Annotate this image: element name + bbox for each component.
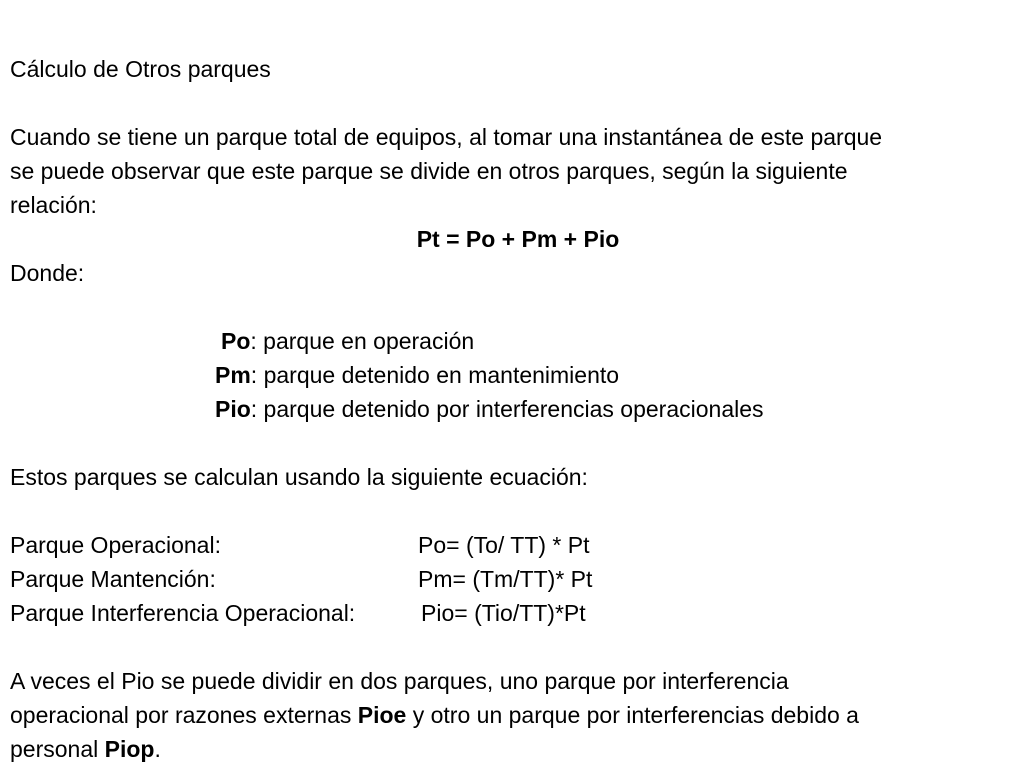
equation-row-mantencion: [10, 562, 1010, 596]
intro-line-2: se puede observar que este parque se divide en otros parques, según la siguiente: [10, 158, 848, 184]
intro-line-3: relación:: [10, 192, 97, 218]
equation-formula: Pio= (Tio/TT)*Pt: [421, 600, 586, 626]
equation-row-interferencia: [10, 596, 1010, 630]
definition-text: : parque detenido por interferencias operacionales: [250, 396, 764, 422]
equation-label: Parque Mantención:: [10, 566, 216, 592]
closing-line-1: A veces el Pio se puede dividir en dos parques, uno parque por interferencia: [10, 668, 789, 694]
equation-row-operacional: [10, 528, 1010, 562]
definition-symbol: Pio: [215, 396, 251, 422]
closing-line-3: [10, 732, 161, 766]
definition-symbol: Po: [221, 328, 251, 354]
pioe-term: Pioe: [357, 702, 407, 728]
equation-label: Parque Operacional:: [10, 532, 221, 558]
donde-label: Donde:: [10, 260, 85, 286]
equation-formula: Po= (To/ TT) * Pt: [418, 532, 590, 558]
definition-text: : parque en operación: [250, 328, 475, 354]
closing-text: operacional por razones externas: [10, 702, 358, 728]
closing-line-2: [10, 698, 859, 732]
equation-label: Parque Interferencia Operacional:: [10, 600, 356, 626]
definition-pm: [215, 358, 619, 392]
piop-term: Piop: [104, 736, 155, 762]
definition-pio: [215, 392, 764, 426]
definition-po: [221, 324, 474, 358]
intro-line-1: Cuando se tiene un parque total de equipos, al tomar una instantánea de este parque: [10, 124, 883, 150]
main-formula: Pt = Po + Pm + Pio: [416, 226, 620, 252]
closing-text: .: [154, 736, 161, 762]
slide-title: Cálculo de Otros parques: [10, 56, 271, 82]
equations-intro: Estos parques se calculan usando la siguiente ecuación:: [10, 464, 588, 490]
closing-text: personal: [10, 736, 105, 762]
definition-symbol: Pm: [215, 362, 251, 388]
equation-formula: Pm= (Tm/TT)* Pt: [418, 566, 593, 592]
closing-text: y otro un parque por interferencias debido a: [406, 702, 859, 728]
definition-text: : parque detenido en mantenimiento: [250, 362, 620, 388]
